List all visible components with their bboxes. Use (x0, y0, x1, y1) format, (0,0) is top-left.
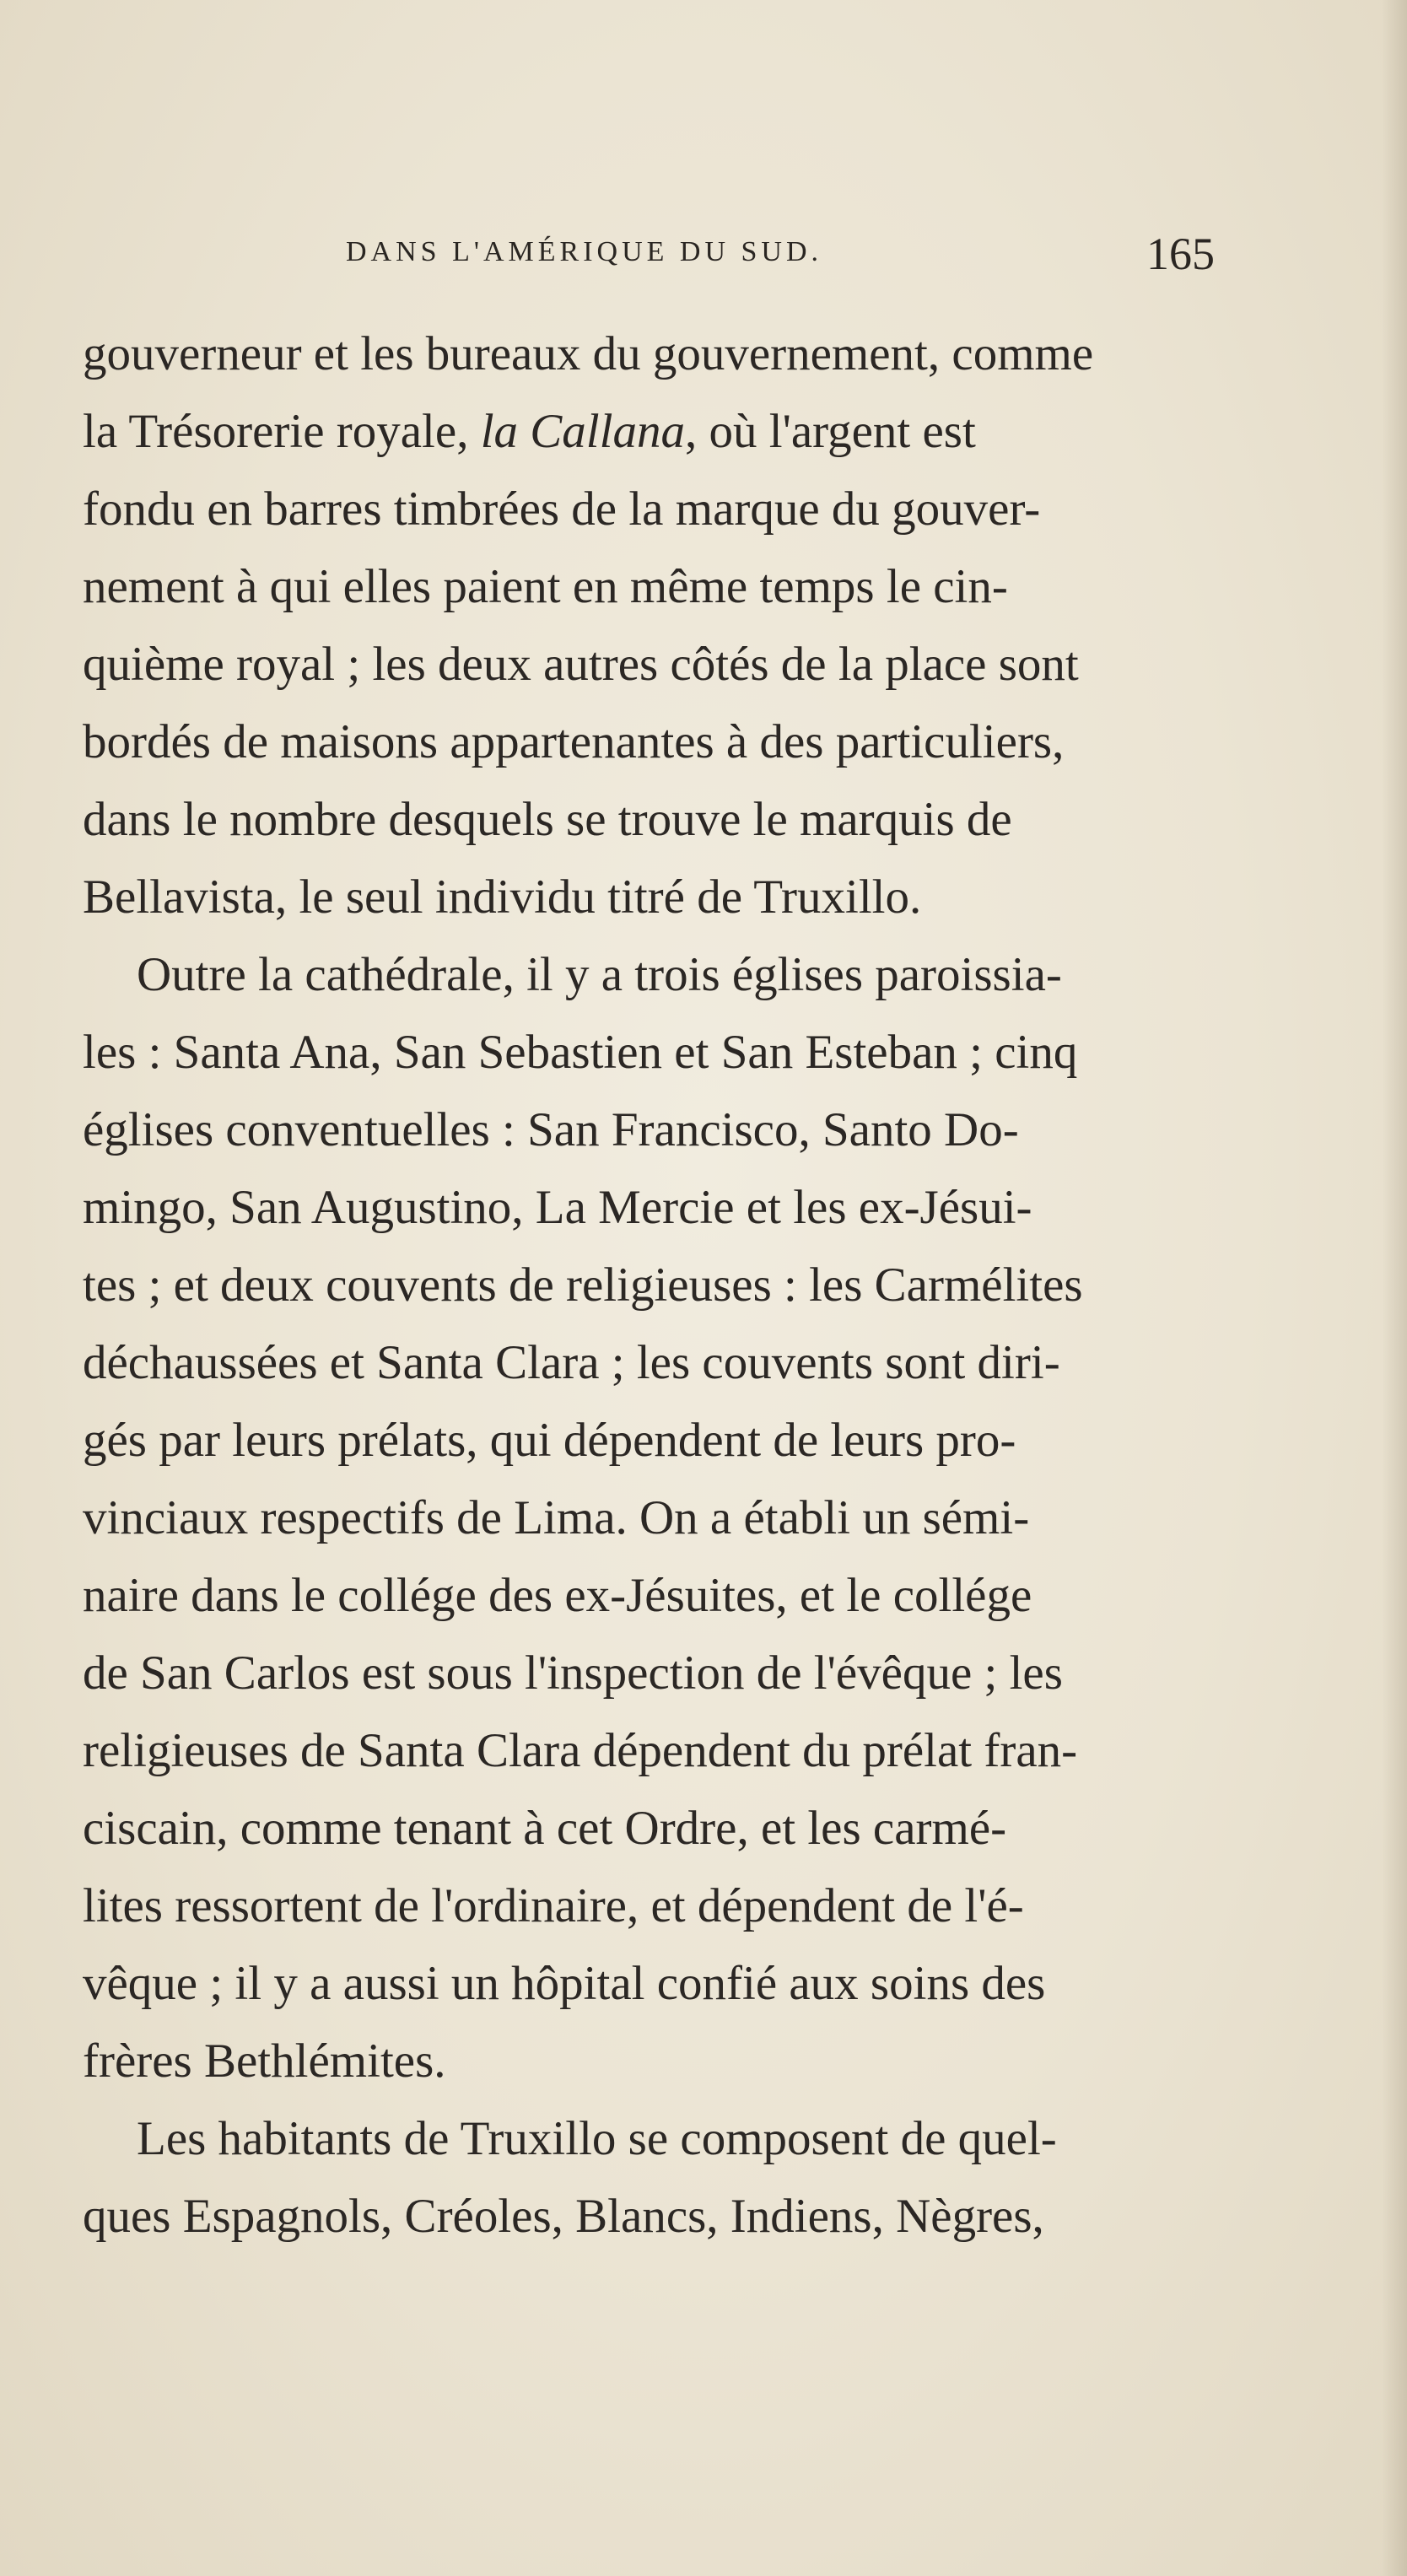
text-line: mingo, San Augustino, La Mercie et les ex-Jésui- (83, 1181, 1032, 1234)
text-line: déchaussées et Santa Clara ; les couvents sont diri- (83, 1336, 1060, 1389)
text-line: ques Espagnols, Créoles, Blancs, Indiens, Nègres, (83, 2190, 1044, 2243)
italic-term: la Callana (480, 405, 685, 458)
text-line: les : Santa Ana, San Sebastien et San Esteban ; cinq (83, 1026, 1078, 1079)
paragraph-start-line: Les habitants de Truxillo se composent de quel- (137, 2112, 1057, 2165)
text-line: dans le nombre desquels se trouve le marquis de (83, 793, 1012, 846)
text-line: ciscain, comme tenant à cet Ordre, et les carmé- (83, 1802, 1007, 1855)
text-line: nement à qui elles paient en même temps le cin- (83, 560, 1008, 613)
running-title: DANS L'AMÉRIQUE DU SUD. (346, 236, 823, 267)
text-line: gouverneur et les bureaux du gouvernement, comme (83, 327, 1094, 380)
text-line: vinciaux respectifs de Lima. On a établi un sémi- (83, 1491, 1030, 1544)
text-segment: , où l'argent est (684, 405, 976, 458)
text-line: gés par leurs prélats, qui dépendent de leurs pro- (83, 1414, 1016, 1467)
text-line: tes ; et deux couvents de religieuses : les Carmélites (83, 1258, 1083, 1312)
text-line: naire dans le collége des ex-Jésuites, et le collége (83, 1569, 1032, 1622)
paragraph-start-line: Outre la cathédrale, il y a trois églises paroissia- (137, 948, 1062, 1001)
text-line: fondu en barres timbrées de la marque du gouver- (83, 482, 1041, 536)
text-line: lites ressortent de l'ordinaire, et dépendent de l'é- (83, 1879, 1024, 1932)
page-edge-shadow (1382, 0, 1407, 2576)
text-line (83, 393, 1264, 471)
page-header (346, 221, 1215, 288)
text-line: églises conventuelles : San Francisco, Santo Do- (83, 1103, 1019, 1156)
text-line: religieuses de Santa Clara dépendent du prélat fran- (83, 1724, 1078, 1777)
text-line: bordés de maisons appartenantes à des particuliers, (83, 715, 1065, 768)
body-text (83, 315, 1264, 2255)
text-line: Bellavista, le seul individu titré de Truxillo. (83, 870, 922, 924)
text-segment: la Trésorerie royale, (83, 405, 481, 458)
text-line: quième royal ; les deux autres côtés de la place sont (83, 638, 1079, 691)
text-line: de San Carlos est sous l'inspection de l'évêque ; les (83, 1646, 1063, 1700)
page-number: 165 (1146, 229, 1215, 279)
text-line: vêque ; il y a aussi un hôpital confié aux soins des (83, 1957, 1046, 2010)
text-line: frères Bethlémites. (83, 2034, 446, 2088)
